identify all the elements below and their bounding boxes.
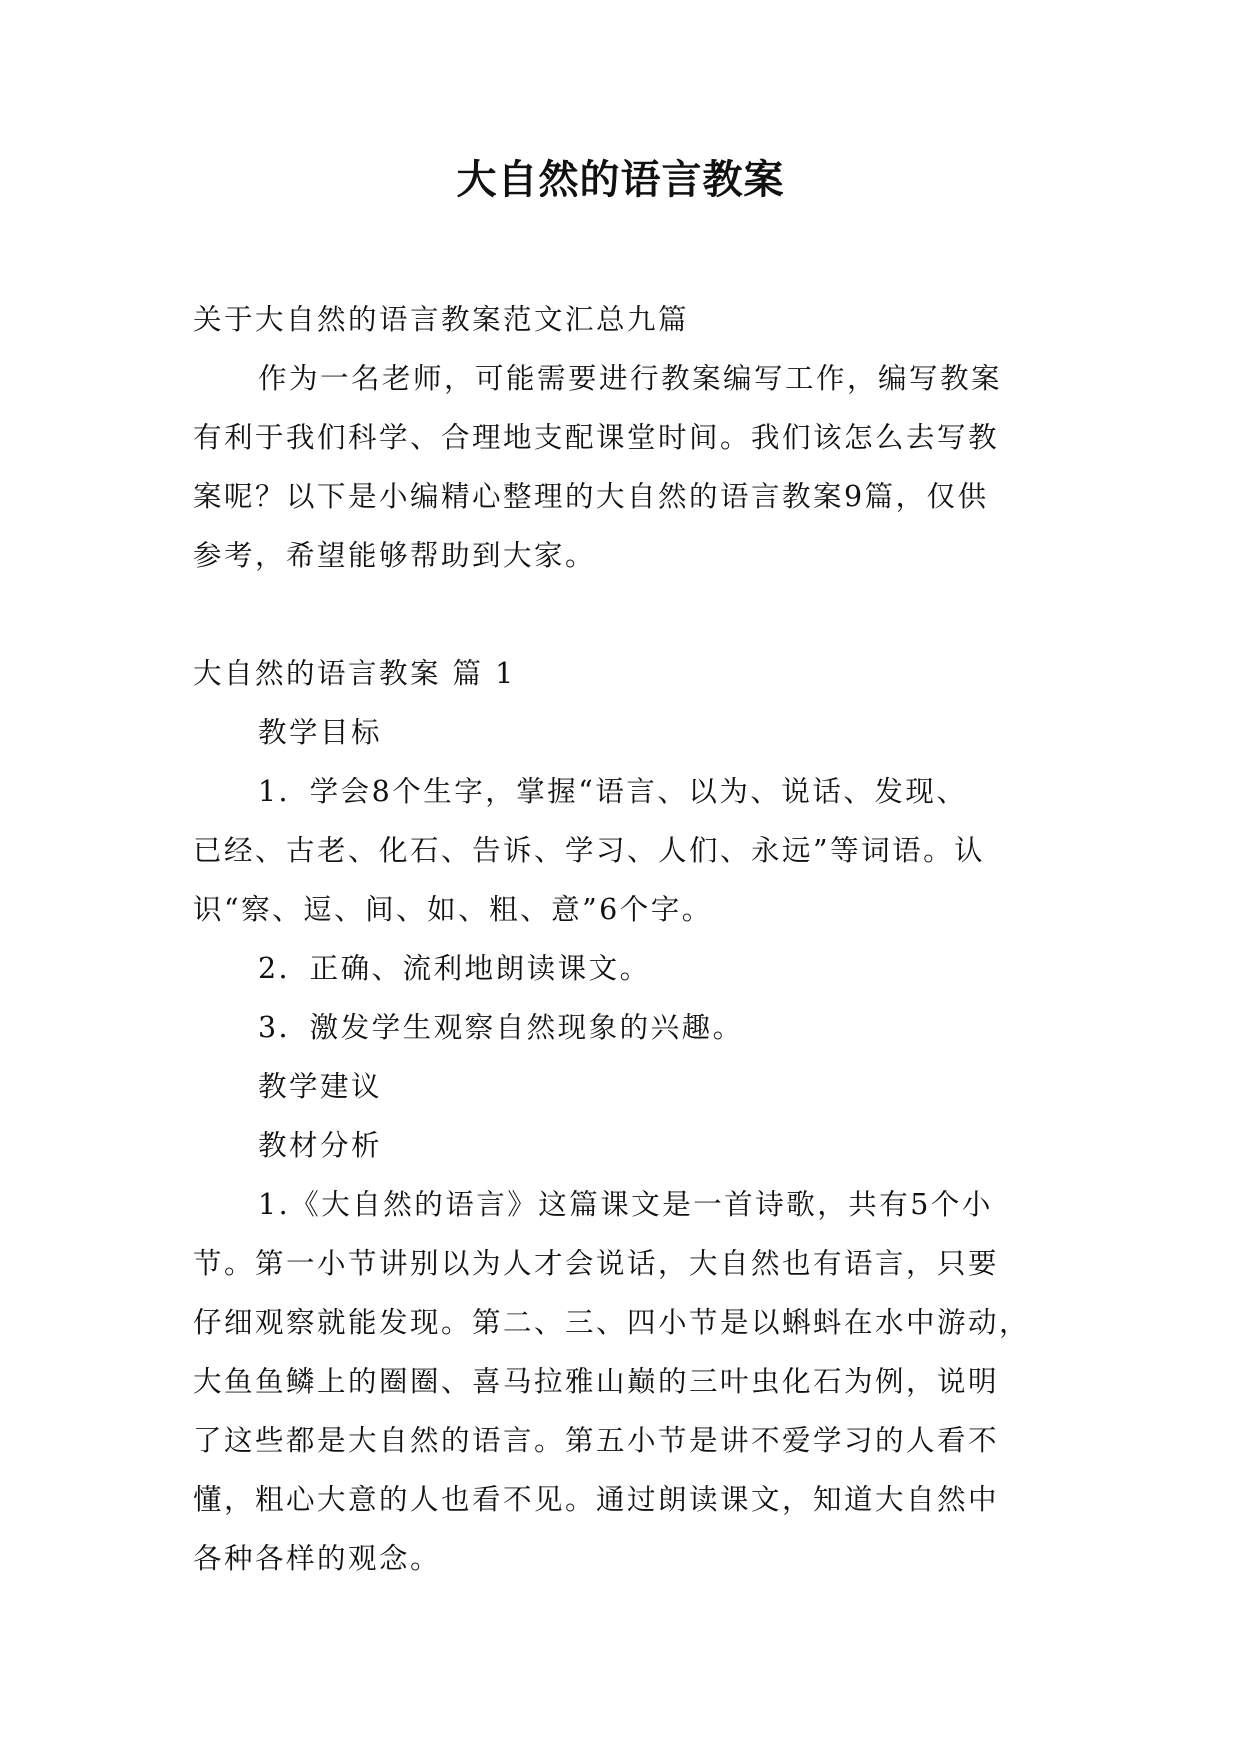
document-subtitle: 关于大自然的语言教案范文汇总九篇 [193, 303, 690, 336]
goal-2: 2．正确、流利地朗读课文。 [258, 952, 651, 985]
goal-1-line: 已经、古老、化石、告诉、学习、人们、永远”等词语。认 [193, 834, 986, 867]
analysis-line: 大鱼鱼鳞上的圈圈、喜马拉雅山巅的三叶虫化石为例，说明 [193, 1365, 1000, 1398]
analysis-line: 了这些都是大自然的语言。第五小节是讲不爱学习的人看不 [193, 1424, 1000, 1457]
analysis-line: 节。第一小节讲别以为人才会说话，大自然也有语言，只要 [193, 1247, 1000, 1280]
goal-1-line: 1．学会8个生字，掌握“语言、以为、说话、发现、 [258, 775, 968, 808]
document-title: 大自然的语言教案 [456, 157, 785, 203]
document-body [193, 290, 1053, 1588]
analysis-heading: 教材分析 [258, 1129, 383, 1162]
teaching-goals-heading: 教学目标 [258, 716, 383, 749]
intro-line: 有利于我们科学、合理地支配课堂时间。我们该怎么去写教 [193, 421, 1000, 454]
analysis-line: 1.《大自然的语言》这篇课文是一首诗歌，共有5个小 [258, 1188, 993, 1221]
analysis-line: 各种各样的观念。 [193, 1542, 442, 1575]
analysis-line: 懂，粗心大意的人也看不见。通过朗读课文，知道大自然中 [193, 1483, 1000, 1516]
intro-line: 参考，希望能够帮助到大家。 [193, 539, 597, 572]
analysis-line: 仔细观察就能发现。第二、三、四小节是以蝌蚪在水中游动， [193, 1306, 1031, 1339]
section-heading: 大自然的语言教案 篇 1 [193, 657, 516, 690]
goal-3: 3．激发学生观察自然现象的兴趣。 [258, 1011, 744, 1044]
intro-line: 作为一名老师，可能需要进行教案编写工作，编写教案 [258, 362, 1003, 395]
paragraph-gap [193, 585, 1053, 644]
intro-line: 案呢？以下是小编精心整理的大自然的语言教案9篇，仅供 [193, 480, 989, 513]
goal-1-line: 识“察、逗、间、如、粗、意”6个字。 [193, 893, 713, 926]
suggestion-heading: 教学建议 [258, 1070, 383, 1103]
